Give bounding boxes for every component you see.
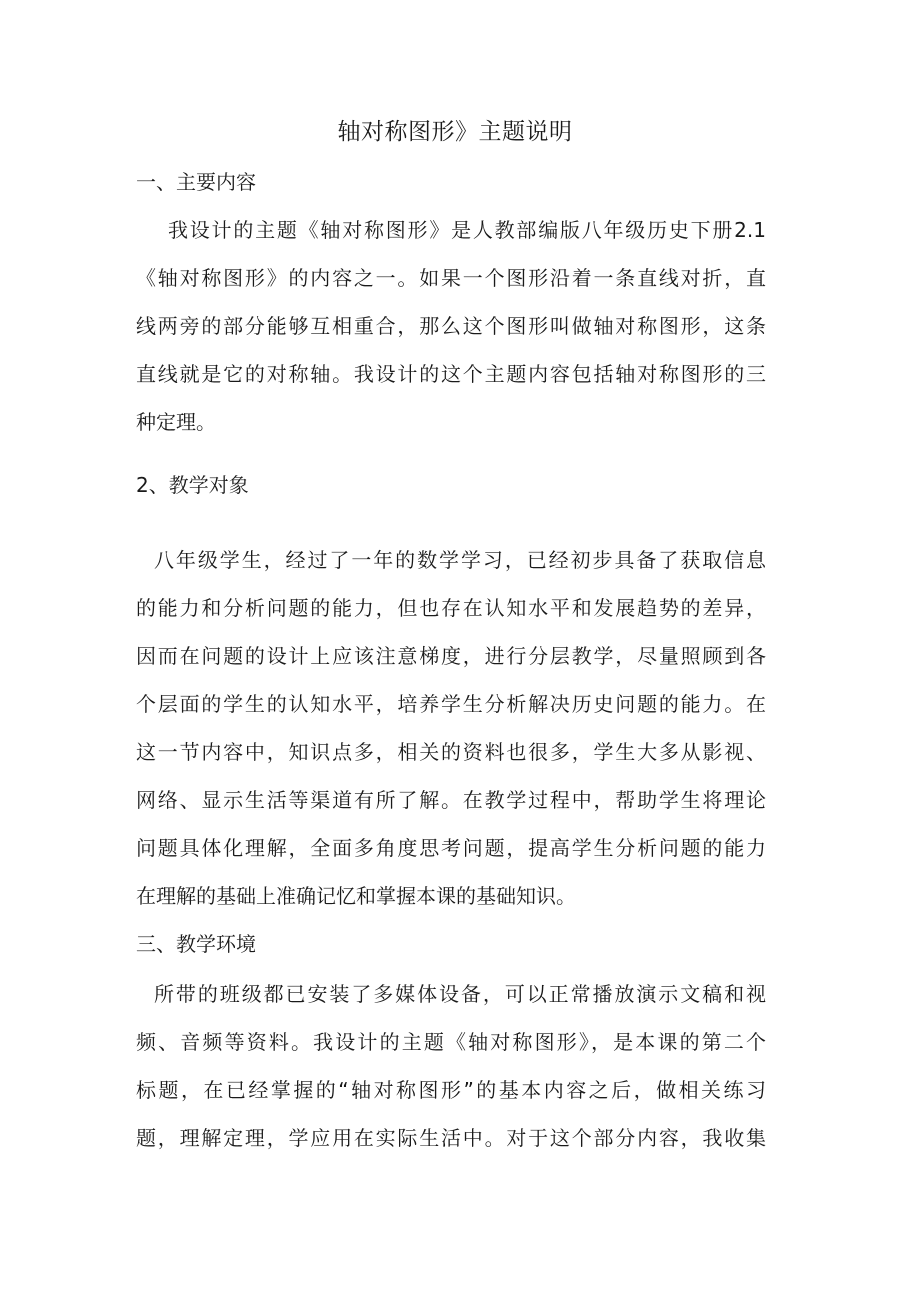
section-heading-main-content: 一、主要内容: [136, 170, 256, 194]
paragraph-line: 我设计的主题《轴对称图形》是人教部编版八年级历史下册2.1: [168, 218, 766, 242]
paragraph-line: 线两旁的部分能够互相重合，那么这个图形叫做轴对称图形，这条: [136, 314, 766, 338]
paragraph-line: 直线就是它的对称轴。我设计的这个主题内容包括轴对称图形的三: [136, 362, 766, 386]
paragraph-line: 题，理解定理，学应用在实际生活中。对于这个部分内容，我收集: [136, 1126, 766, 1150]
paragraph-line: 所带的班级都已安装了多媒体设备，可以正常播放演示文稿和视: [154, 982, 766, 1006]
paragraph-line: 个层面的学生的认知水平，培养学生分析解决历史问题的能力。在: [136, 692, 766, 716]
document-title: 轴对称图形》主题说明: [337, 119, 573, 145]
paragraph-line: 种定理。: [136, 410, 216, 434]
paragraph-line: 网络、显示生活等渠道有所了解。在教学过程中，帮助学生将理论: [136, 788, 766, 812]
paragraph-line: 标题，在已经掌握的“轴对称图形”的基本内容之后，做相关练习: [136, 1078, 766, 1102]
paragraph-line: 频、音频等资料。我设计的主题《轴对称图形》，是本课的第二个: [136, 1030, 766, 1054]
paragraph-line: 这一节内容中，知识点多，相关的资料也很多，学生大多从影视、: [136, 740, 766, 764]
paragraph-line: 八年级学生，经过了一年的数学学习，已经初步具备了获取信息: [154, 548, 766, 572]
section-heading-teaching-environment: 三、教学环境: [136, 932, 256, 956]
paragraph-line: 的能力和分析问题的能力，但也存在认知水平和发展趋势的差异，: [136, 596, 766, 620]
paragraph-line: 《轴对称图形》的内容之一。如果一个图形沿着一条直线对折，直: [136, 266, 766, 290]
paragraph-line: 在理解的基础上准确记忆和掌握本课的基础知识。: [136, 884, 576, 908]
paragraph-line: 问题具体化理解，全面多角度思考问题，提高学生分析问题的能力: [136, 836, 766, 860]
section-heading-teaching-target: 2、教学对象: [136, 473, 249, 497]
paragraph-line: 因而在问题的设计上应该注意梯度，进行分层教学，尽量照顾到各: [136, 644, 766, 668]
